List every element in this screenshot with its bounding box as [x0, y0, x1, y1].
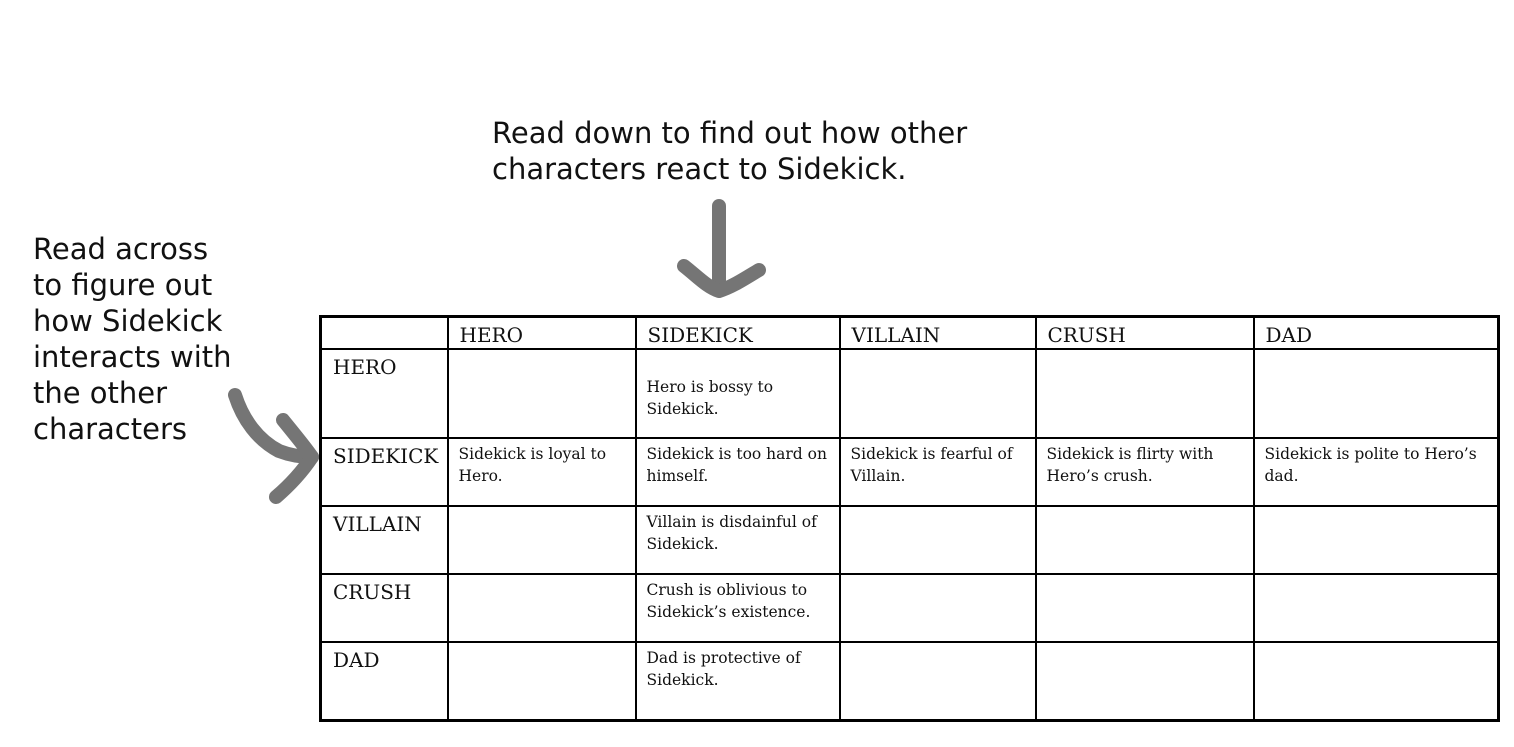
table-cell: Hero is bossy to Sidekick.	[636, 349, 840, 438]
table-cell	[840, 349, 1036, 438]
table-cell	[1036, 506, 1254, 574]
row-label-villain: VILLAIN	[321, 506, 448, 574]
table-row	[321, 506, 1499, 574]
read-down-note: Read down to find out how other characters react to Sidekick.	[492, 116, 968, 186]
table-cell: Dad is protective of Sidekick.	[636, 642, 840, 721]
table-cell	[1036, 349, 1254, 438]
table-row	[321, 574, 1499, 642]
table-row	[321, 438, 1499, 506]
table-cell	[448, 642, 636, 721]
table-cell: Sidekick is polite to Hero’s dad.	[1254, 438, 1499, 506]
table-cell: Villain is disdainful of Sidekick.	[636, 506, 840, 574]
table-cell: Sidekick is too hard on himself.	[636, 438, 840, 506]
corner-cell	[321, 317, 448, 349]
table-cell	[840, 642, 1036, 721]
row-label-dad: DAD	[321, 642, 448, 721]
table-cell	[840, 506, 1036, 574]
table-cell	[1254, 574, 1499, 642]
table-cell	[1254, 642, 1499, 721]
column-header-hero: HERO	[448, 317, 636, 349]
character-relationship-table	[319, 315, 1500, 722]
row-label-hero: HERO	[321, 349, 448, 438]
column-header-dad: DAD	[1254, 317, 1499, 349]
table-cell	[1036, 574, 1254, 642]
table-row	[321, 642, 1499, 721]
table-cell: Sidekick is flirty with Hero’s crush.	[1036, 438, 1254, 506]
table-cell	[1036, 642, 1254, 721]
read-across-note: Read across to figure out how Sidekick interacts with the other characters	[33, 232, 232, 446]
column-header-villain: VILLAIN	[840, 317, 1036, 349]
table-cell: Crush is oblivious to Sidekick’s existence.	[636, 574, 840, 642]
table-cell	[1254, 506, 1499, 574]
table-cell	[840, 574, 1036, 642]
table-row	[321, 349, 1499, 438]
header-row	[321, 317, 1499, 349]
table-cell	[448, 574, 636, 642]
column-header-crush: CRUSH	[1036, 317, 1254, 349]
row-label-crush: CRUSH	[321, 574, 448, 642]
down-arrow-icon	[684, 206, 759, 291]
table-cell	[448, 506, 636, 574]
row-label-sidekick: SIDEKICK	[321, 438, 448, 506]
table-cell: Sidekick is loyal to Hero.	[448, 438, 636, 506]
table-cell	[1254, 349, 1499, 438]
table-cell: Sidekick is fearful of Villain.	[840, 438, 1036, 506]
table-cell	[448, 349, 636, 438]
column-header-sidekick: SIDEKICK	[636, 317, 840, 349]
